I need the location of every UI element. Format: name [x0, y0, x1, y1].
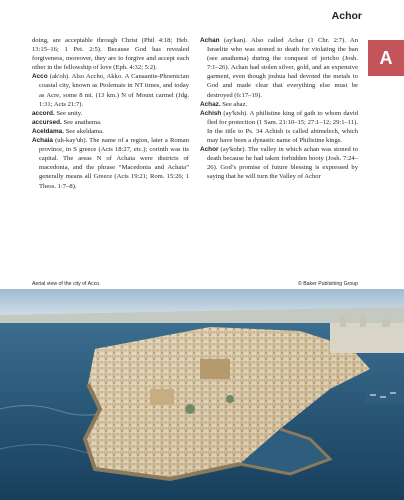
- entry-headword: Achish: [200, 109, 222, 117]
- entry-achish: [200, 109, 358, 145]
- entry-text: (uh-kay'uh). The name of a region, later a Roman province, in S greece (Acts 18:27, etc.); corinth was its capital. The areas N of Achaia were districts of macedonia, and the phrase “Macedonia and Achaia” generally means all Greece (Acts 19:21; Rom. 15:26; 1 Thess. 1:7–8).: [39, 137, 189, 190]
- entry-text: (ay'kan). Also called Achar (1 Chr. 2:7). An Israelite who was stoned to death for violating the ban (see anathema) during the conquest of jericho (Josh. 7:1–26). Achan had stolen silver, gold, and an expensive garment, even though joshua had devoted the metals to God and made clear that everything else must be destroyed (6:17–19).: [207, 37, 358, 99]
- entry-headword: Achaia: [32, 137, 53, 145]
- photo-caption: Aerial view of the city of Acco.: [32, 281, 101, 287]
- entry-aceldama: [32, 127, 189, 136]
- entry-text: See akeldama.: [63, 127, 104, 135]
- photo-caption-row: [32, 281, 358, 287]
- entry-achor: [200, 145, 358, 181]
- entry-headword: Aceldama.: [32, 127, 64, 135]
- entry-text: See ahaz.: [220, 100, 248, 108]
- entry-headword: accord.: [32, 109, 55, 117]
- entry-achan: [200, 36, 358, 100]
- aerial-photo-acco: [0, 289, 404, 500]
- entry-headword: Achaz.: [200, 100, 221, 108]
- entry-text: (ak'oh). Also Accho, Akko. A Canaanite-Phoenician coastal city, known as Ptolemais in NT times, and today as Acre, some 8 mi. (13 km.) N of Mount carmel (Jdg. 1:31; Acts 21:7).: [39, 73, 189, 108]
- left-column: [32, 36, 189, 191]
- entry-accursed: [32, 118, 189, 127]
- right-column: [200, 36, 358, 182]
- aerial-photo-illustration: [0, 289, 404, 500]
- entry-accord: [32, 109, 189, 118]
- entry-text: (ay'kish). A philistine king of gath to whom david fled for protection (1 Sam. 21:10–15; 27:1–12; 29:1–11). In the title to Ps. 34 Achish is called abimelech, which may have been a dynastic name of Philistine kings.: [207, 109, 358, 145]
- entry-headword: accursed.: [32, 118, 62, 126]
- entry-achaz: [200, 100, 358, 109]
- entry-text: See anathema.: [61, 118, 102, 126]
- entry-acco: [32, 72, 189, 108]
- entry-text: (ay'kohr). The valley in which achan was stoned to death because he had taken forbidden booty (Josh. 7:24–26). God’s promise of future blessing is expressed by saying that he will turn the Valley of Achor: [207, 146, 358, 181]
- entry-headword: Acco: [32, 73, 48, 81]
- entry-achaia: [32, 136, 189, 191]
- entry-headword: Achor: [200, 146, 219, 154]
- running-head: Achor: [331, 10, 362, 22]
- entry-headword: Achan: [200, 37, 220, 44]
- entry-continuation: doing, are acceptable through Christ (Phil 4:18; Heb. 13:15–16; 1 Pet. 2:5). Because God has revealed forgiveness, moreover, they are to forgive and accept each other in the fellowship of love (Eph. 4:32; 5:2).: [32, 37, 189, 72]
- thumb-index-tab: A: [368, 40, 404, 76]
- entry-text: See unity.: [54, 109, 83, 117]
- photo-credit: © Baker Publishing Group: [297, 281, 358, 287]
